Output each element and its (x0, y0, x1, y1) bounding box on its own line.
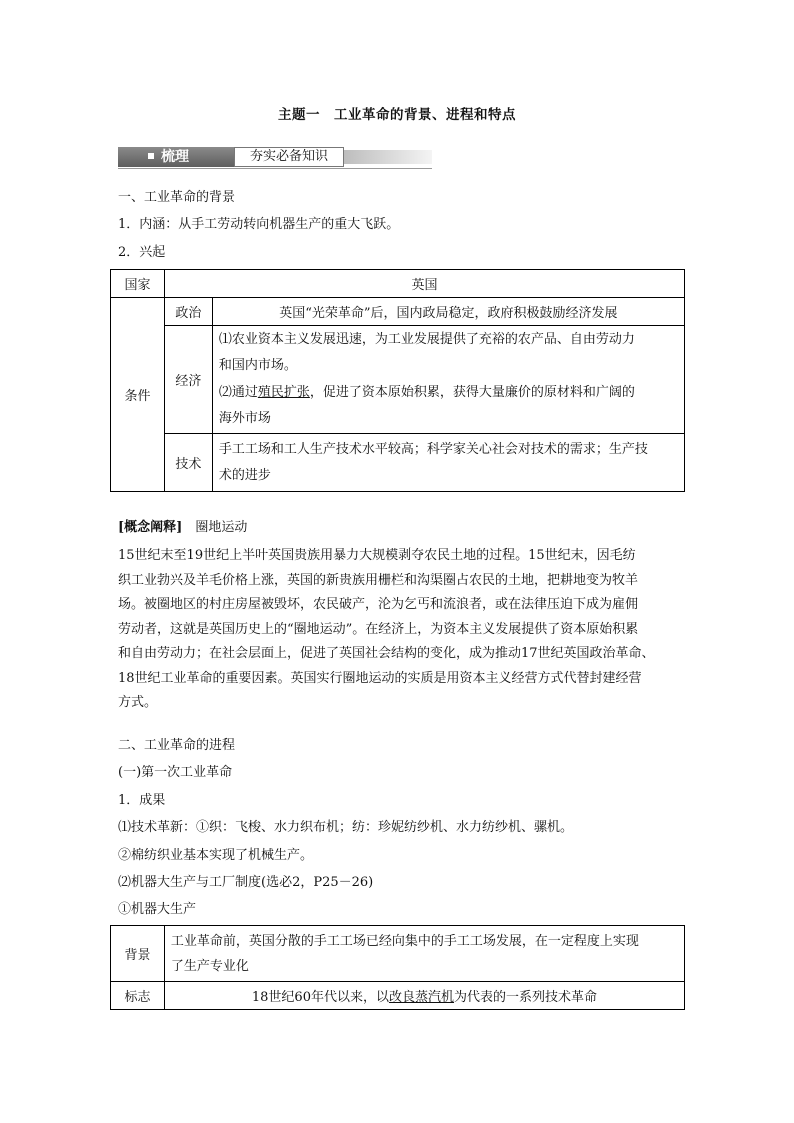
label-marker: 标志 (111, 982, 165, 1010)
technology-text (212, 434, 684, 492)
machine-production-table (110, 925, 685, 1010)
label-background: 背景 (111, 926, 165, 982)
banner-dark-tab (118, 147, 234, 167)
item-rise: 2．兴起 (118, 245, 166, 260)
background-text (164, 926, 684, 982)
economy-line-3: ⑵通过殖民扩张，促进了资本原始积累，获得大量廉价的原材料和广阔的 (218, 384, 635, 400)
banner-dark-label: 梳理 (161, 149, 189, 165)
economy-line-1: ⑴农业资本主义发展迅速，为工业发展提供了充裕的农产品、自由劳动力 (218, 331, 635, 347)
background-line-1: 工业革命前，英国分散的手工工场已经向集中的手工工场发展，在一定程度上实现 (170, 933, 639, 949)
concept-paragraph (118, 544, 684, 716)
label-economy: 经济 (164, 326, 212, 434)
concept-name: 圈地运动 (195, 520, 248, 535)
header-country: 国家 (111, 270, 165, 298)
row-label-conditions: 条件 (111, 298, 165, 492)
section-heading-process: 二、工业革命的进程 (118, 738, 236, 753)
concept-heading (118, 520, 247, 536)
page-title: 主题一 工业革命的背景、进程和特点 (278, 107, 516, 123)
item-tech-innovation: ⑴技术革新：①织：飞梭、水力织布机；纺：珍妮纺纱机、水力纺纱机、骡机。 (118, 820, 574, 835)
concept-tag: [概念阐释] (118, 520, 183, 535)
politics-text: 英国“光荣革命”后，国内政局稳定，政府积极鼓励经济发展 (212, 298, 684, 326)
item-achievements: 1．成果 (118, 793, 166, 808)
improved-steam-engine-underlined: 改良蒸汽机 (388, 990, 454, 1005)
concept-line: 场。被圈地区的村庄房屋被毁坏，农民破产，沦为乞丐和流浪者，或在法律压迫下成为雇佣 (118, 597, 639, 612)
banner-rule (118, 168, 432, 169)
economy-text (212, 326, 684, 434)
item-cotton-mechanization: ②棉纺织业基本实现了机械生产。 (118, 848, 314, 863)
square-bullet-icon (148, 153, 154, 159)
conditions-table (110, 269, 685, 492)
item-connotation: 1．内涵：从手工劳动转向机器生产的重大飞跃。 (118, 217, 400, 232)
technology-line-1: 手工工场和工人生产技术水平较高；科学家关心社会对技术的需求；生产技 (218, 441, 648, 457)
concept-line: 劳动者，这就是英国历史上的“圈地运动”。在经济上，为资本主义发展提供了资本原始积累 (118, 621, 639, 637)
technology-line-2: 术的进步 (218, 467, 271, 483)
item-machine-factory: ⑵机器大生产与工厂制度(选必2，P25－26) (118, 875, 374, 890)
header-england: 英国 (164, 270, 684, 298)
concept-line: 和自由劳动力；在社会层面上，促进了英国社会结构的变化，成为推动17世纪英国政治革命、 (118, 646, 655, 661)
background-line-2: 了生产专业化 (170, 958, 249, 974)
colonial-expansion-underlined: 殖民扩张 (257, 384, 310, 400)
section-banner (118, 147, 432, 169)
banner-fade-decoration (344, 150, 432, 164)
concept-line: 15世纪末至19世纪上半叶英国贵族用暴力大规模剥夺农民土地的过程。15世纪末，因毛纺 (118, 548, 636, 563)
concept-line: 18世纪工业革命的重要因素。英国实行圈地运动的实质是用资本主义经营方式代替封建经营 (118, 670, 642, 686)
section-heading-background: 一、工业革命的背景 (118, 190, 236, 205)
item-machine-production: ①机器大生产 (118, 902, 197, 917)
economy-line-4: 海外市场 (218, 411, 271, 426)
marker-text: 18世纪60年代以来，以改良蒸汽机为代表的一系列技术革命 (164, 982, 684, 1010)
banner-light-label: 夯实必备知识 (234, 147, 344, 167)
label-technology: 技术 (164, 434, 212, 492)
concept-line: 方式。 (118, 695, 158, 710)
concept-line: 织工业勃兴及羊毛价格上涨，英国的新贵族用栅栏和沟渠圈占农民的土地，把耕地变为牧羊 (118, 572, 639, 588)
label-politics: 政治 (164, 298, 212, 326)
economy-line-2: 和国内市场。 (218, 358, 297, 373)
subheading-first-revolution: (一)第一次工业革命 (118, 765, 233, 780)
